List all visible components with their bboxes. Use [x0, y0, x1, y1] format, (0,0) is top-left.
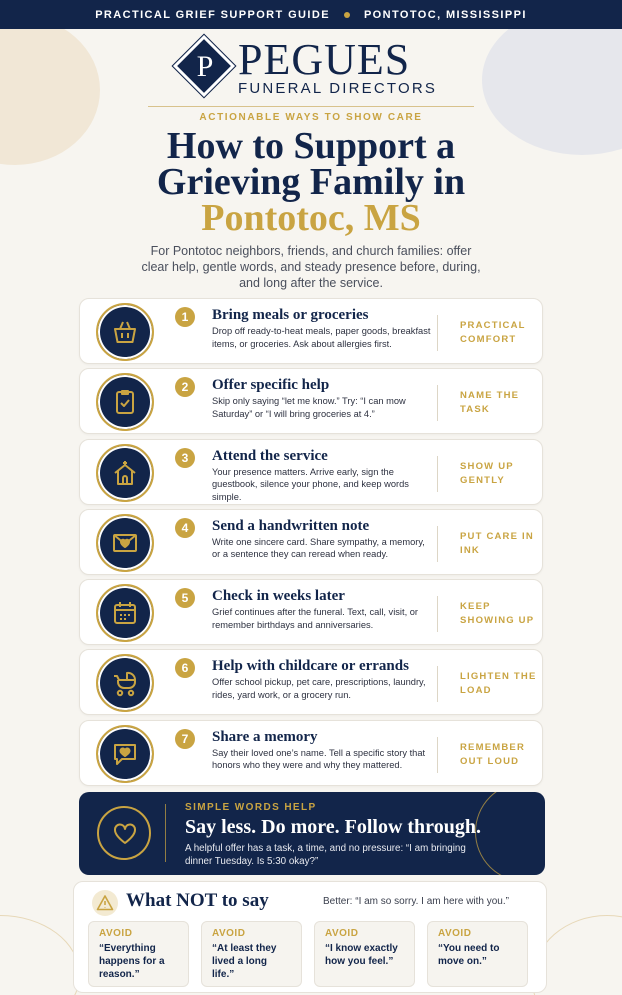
avoid-label: AVOID: [212, 928, 246, 939]
banner-dot-icon: [344, 12, 350, 18]
step-divider: [437, 385, 438, 421]
step-description: Offer school pickup, pet care, prescriptions, laundry, rides, yard work, or a grocery run.: [212, 677, 426, 700]
checklist-clipboard-icon: [96, 373, 154, 431]
panel-eyebrow: SIMPLE WORDS HELP: [185, 802, 317, 813]
step-card-1: [79, 298, 543, 364]
step-divider: [437, 526, 438, 562]
step-divider: [437, 737, 438, 773]
title-line-1: How to Support a: [166, 125, 456, 167]
step-description: Grief continues after the funeral. Text, call, visit, or remember birthdays and anniversaries.: [212, 607, 419, 630]
grocery-basket-icon: [96, 303, 154, 361]
step-tag: LIGHTEN THE LOAD: [460, 671, 537, 697]
step-number: 1: [175, 307, 195, 327]
avoid-quote: “Everything happens for a reason.”: [99, 943, 165, 980]
title-line-2: Grieving Family in: [156, 161, 466, 203]
step-number: 5: [175, 588, 195, 608]
avoid-title: What NOT to say: [126, 890, 269, 911]
avoid-quote: “At least they lived a long life.”: [212, 943, 277, 980]
logo-monogram: P: [196, 50, 214, 83]
logo-name: PEGUES: [238, 35, 411, 84]
pegues-logo: [178, 35, 448, 100]
warning-icon: [92, 890, 118, 916]
step-title: Check in weeks later: [212, 588, 345, 605]
step-title: Attend the service: [212, 447, 328, 464]
step-description: Skip only saying “let me know.” Try: “I can mow Saturday” or “I will bring groceries at 4.”: [212, 396, 406, 419]
heart-icon: [97, 806, 151, 860]
calendar-icon: [96, 584, 154, 642]
step-card-5: [79, 579, 543, 645]
step-tag: NAME THE TASK: [460, 390, 520, 416]
simple-words-panel: [79, 792, 545, 875]
what-not-to-say-panel: [73, 881, 547, 993]
page-title: [0, 125, 622, 239]
avoid-card: [427, 921, 528, 987]
step-card-7: [79, 720, 543, 786]
step-number: 3: [175, 448, 195, 468]
step-divider: [437, 315, 438, 351]
decorative-arc: [475, 792, 545, 875]
avoid-label: AVOID: [438, 928, 472, 939]
top-banner: [0, 0, 622, 29]
step-divider: [437, 456, 438, 492]
avoid-card: [88, 921, 189, 987]
panel-body: A helpful offer has a task, a time, and no pressure: “I am bringing dinner Tuesday. Is 5:30 okay?”: [185, 843, 466, 867]
step-description: Drop off ready-to-heat meals, paper goods, breakfast items, or groceries. Ask about allergies first.: [212, 326, 431, 349]
avoid-quote: “You need to move on.”: [438, 943, 500, 967]
panel-divider: [165, 804, 166, 862]
avoid-cards: [88, 921, 528, 987]
step-tag: SHOW UP GENTLY: [460, 460, 514, 486]
step-number: 4: [175, 518, 195, 538]
panel-headline: Say less. Do more. Follow through.: [185, 816, 481, 838]
step-title: Offer specific help: [212, 377, 330, 394]
step-tag: KEEP SHOWING UP: [460, 601, 535, 627]
hero-eyebrow: ACTIONABLE WAYS TO SHOW CARE: [199, 112, 423, 123]
better-phrase: Better: “I am so sorry. I am here with you.”: [323, 896, 509, 907]
step-tag: PUT CARE IN INK: [460, 530, 534, 556]
step-divider: [437, 666, 438, 702]
step-card-4: [79, 509, 543, 575]
step-number: 6: [175, 658, 195, 678]
steps-list: [79, 298, 543, 790]
step-card-3: [79, 439, 543, 505]
logo-subtitle: FUNERAL DIRECTORS: [238, 80, 438, 97]
step-title: Bring meals or groceries: [212, 307, 369, 323]
decorative-arc-bottom-left: [0, 915, 80, 995]
step-description: Write one sincere card. Share sympathy, a memory, or a sentence they can reread when ready.: [212, 536, 425, 560]
step-card-2: [79, 368, 543, 434]
title-line-3: Pontotoc, MS: [201, 197, 421, 239]
step-tag: REMEMBER OUT LOUD: [460, 741, 526, 767]
step-description: Your presence matters. Arrive early, sign the guestbook, silence your phone, and keep words simple.: [212, 466, 409, 502]
chapel-icon: [96, 444, 154, 502]
step-card-6: [79, 649, 543, 715]
step-description: Say their loved one’s name. Tell a specific story that honors who they were and why they mattered.: [212, 747, 426, 771]
step-title: Send a handwritten note: [212, 517, 370, 534]
avoid-quote: “I know exactly how you feel.”: [325, 943, 398, 967]
heart-envelope-icon: [96, 514, 154, 572]
step-divider: [437, 596, 438, 632]
step-title: Help with childcare or errands: [212, 658, 409, 675]
avoid-card: [314, 921, 415, 987]
avoid-card: [201, 921, 302, 987]
intro-text: For Pontotoc neighbors, friends, and church families: offer clear help, gentle words, and steady presence before, during, and long after the service.: [141, 244, 481, 290]
divider: [148, 106, 474, 107]
banner-guide-label: PRACTICAL GRIEF SUPPORT GUIDE: [95, 8, 330, 21]
avoid-label: AVOID: [325, 928, 359, 939]
step-number: 7: [175, 729, 195, 749]
banner-location-label: PONTOTOC, MISSISSIPPI: [363, 8, 527, 21]
heart-speech-bubble-icon: [96, 725, 154, 783]
stroller-icon: [96, 654, 154, 712]
step-title: Share a memory: [212, 728, 318, 745]
avoid-label: AVOID: [99, 928, 133, 939]
step-number: 2: [175, 377, 195, 397]
step-tag: PRACTICAL COMFORT: [460, 320, 526, 345]
